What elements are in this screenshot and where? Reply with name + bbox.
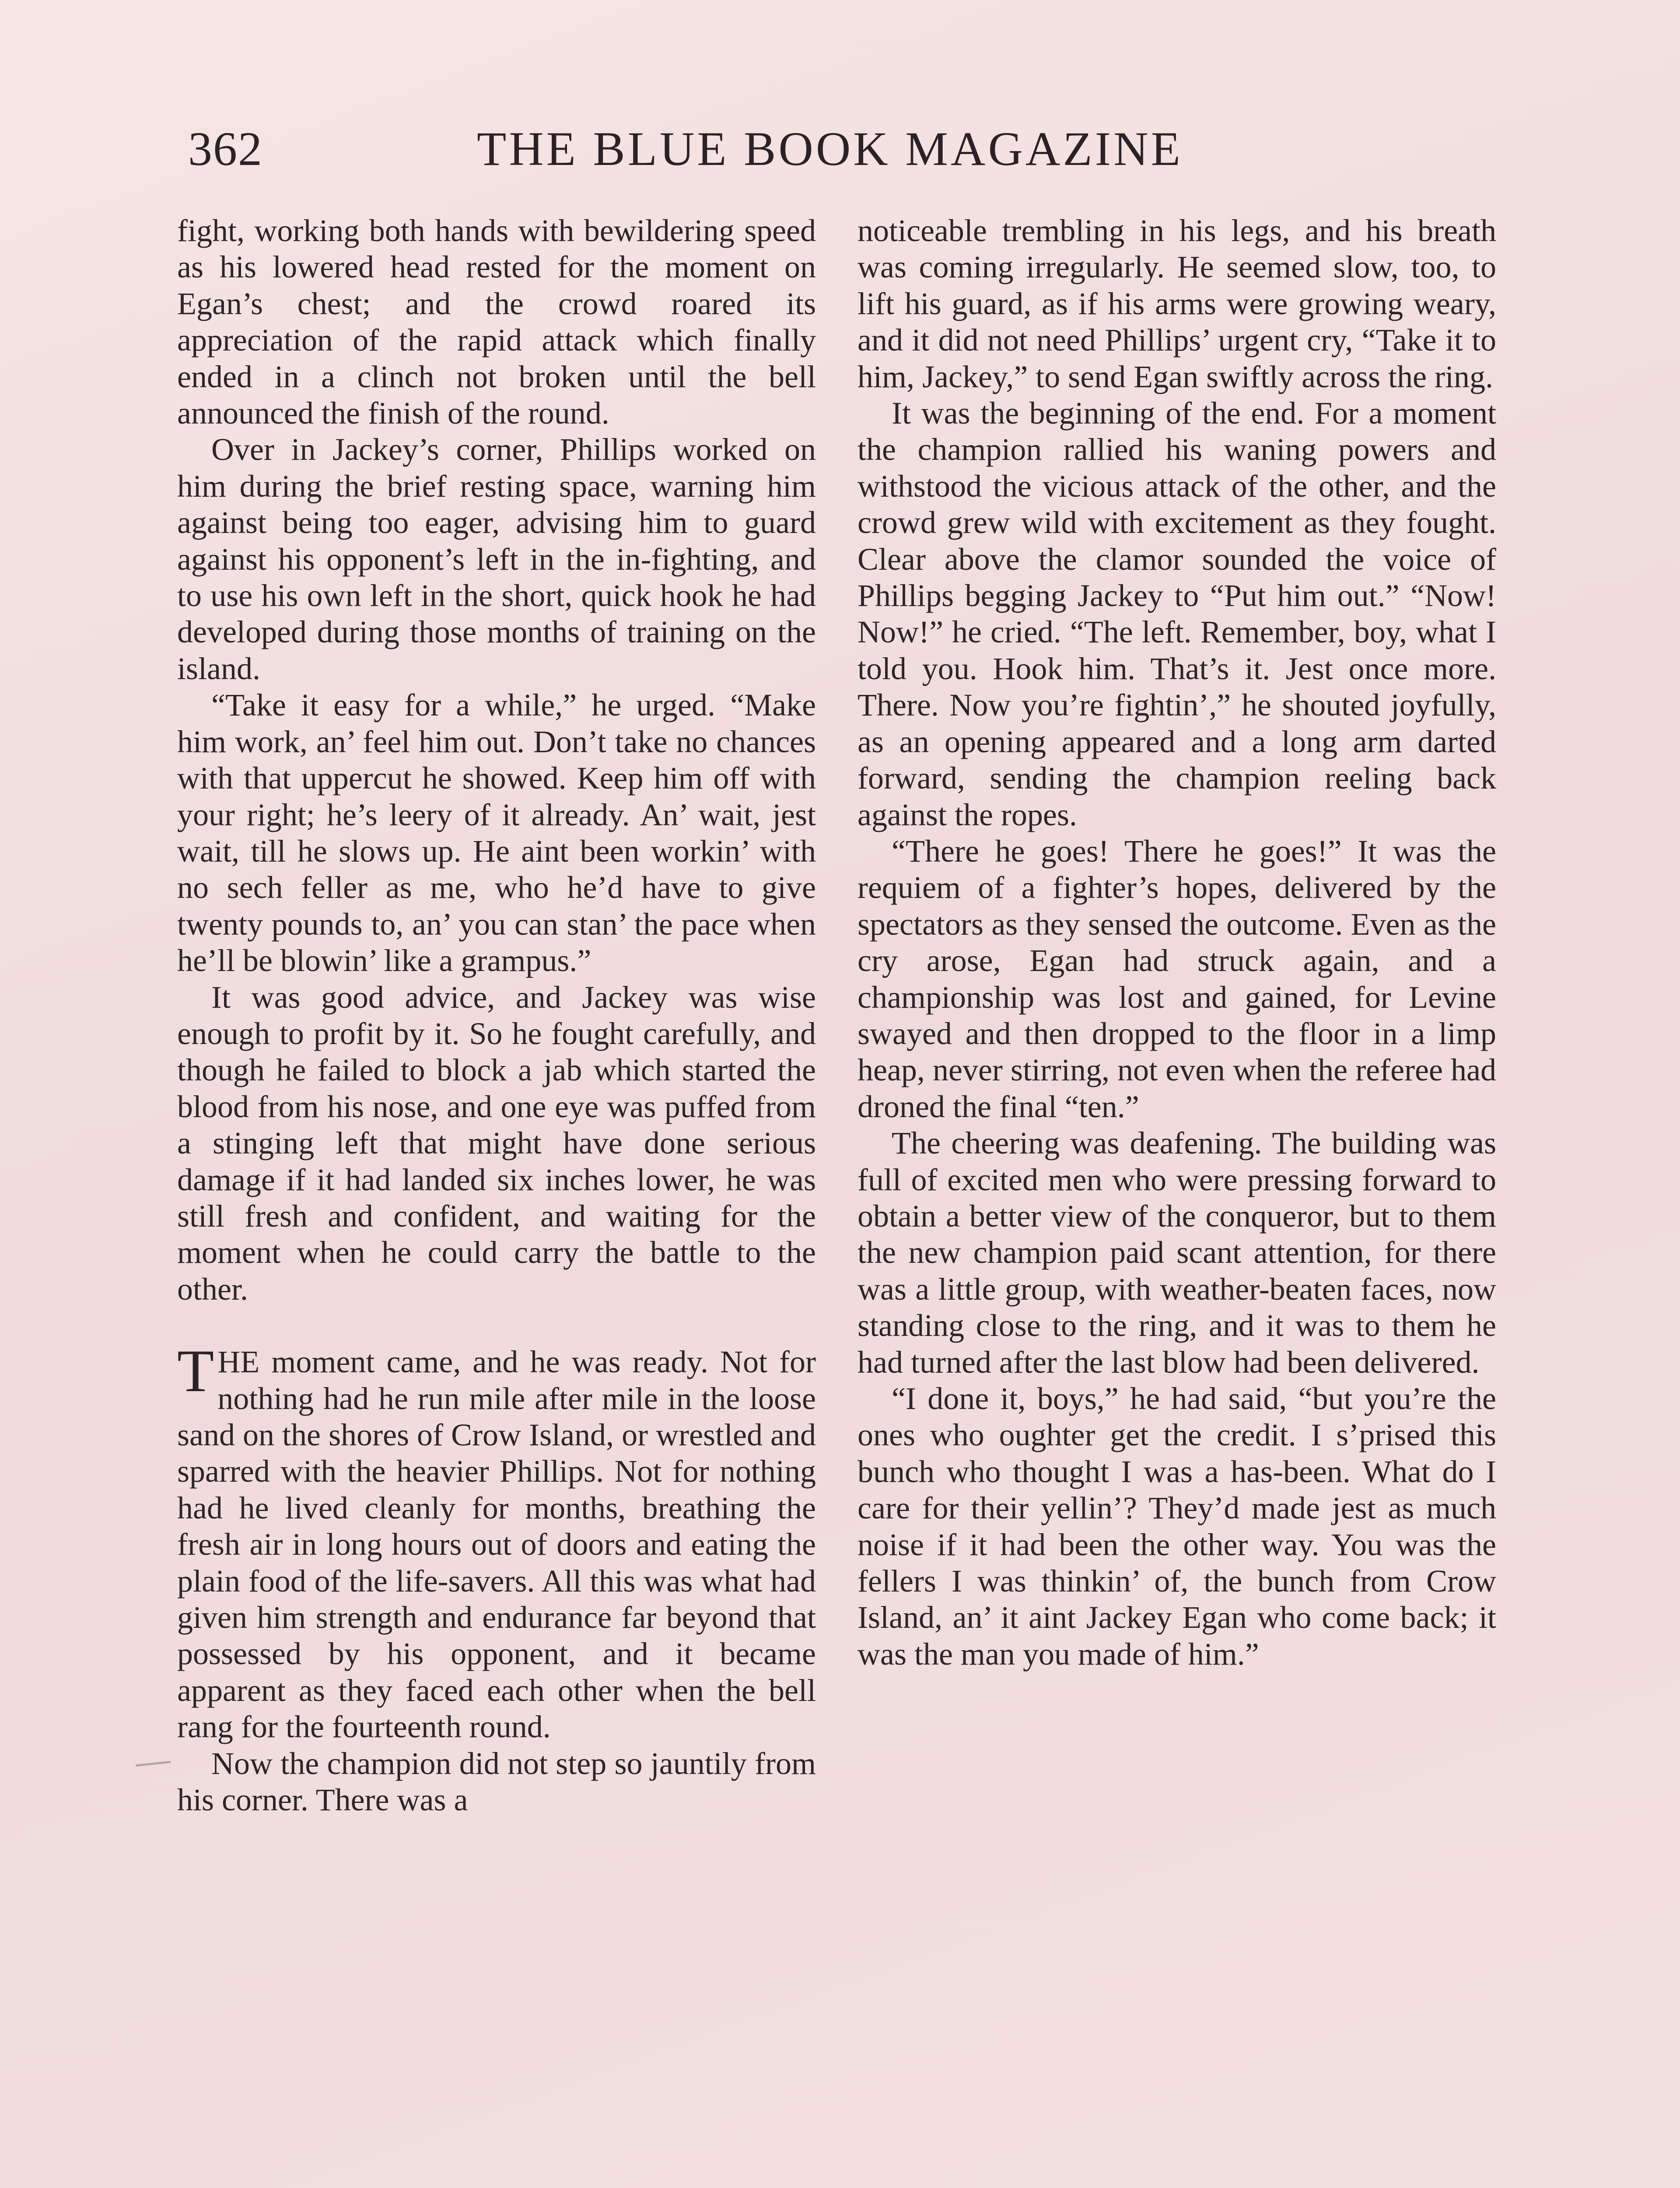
paragraph-phillips-urges: “Take it easy for a while,” he urged. “Make him work, an’ feel him out. Don’t take no chances with that uppercut he showed. Keep him off with your right; he’s leery of it already. An’ wait, jest wait, till he slows up. He aint been workin’ with no sech feller as me, who he’d have to give twenty pounds to, an’ you can stan’ the pace when he’ll be blowin’ like a grampus.” <box>177 687 816 978</box>
running-head <box>188 118 1501 179</box>
paragraph-champion-corner: Now the champion did not step so jauntily from his corner. There was a <box>177 1746 816 1818</box>
magazine-title: THE BLUE BOOK MAGAZINE <box>477 122 1183 175</box>
left-column <box>177 213 816 1818</box>
drop-cap: T <box>177 1337 214 1405</box>
paragraph-there-he-goes: “There he goes! There he goes!” It was the requiem of a fighter’s hopes, delivered by the spectators as they sensed the outcome. Even as the cry arose, Egan had struck again, and a championship was lost and gained, for Levine swayed and then dropped to the floor in a limp heap, never stirring, not even when the referee had droned the final “ten.” <box>858 833 1496 1124</box>
paragraph-moment-came-text: HE moment came, and he was ready. Not for nothing had he run mile after mile in the loose sand on the shores of Crow Island, or wrestled and sparred with the heavier Phillips. Not for nothing had he lived cleanly for months, breathing the fresh air in long hours out of doors and eating the plain food of the life-savers. All this was what had given him strength and endurance far beyond that possessed by his opponent, and it became apparent as they faced each other when the bell rang for the fourteenth round. <box>177 1344 816 1745</box>
paragraph-beginning-of-end: It was the beginning of the end. For a moment the champion rallied his waning powers and withstood the vicious attack of the other, and the crowd grew wild with excitement as they fought. Clear above the clamor sounded the voice of Phillips begging Jackey to “Put him out.” “Now! Now!” he cried. “The left. Remember, boy, what I told you. Hook him. That’s it. Jest once more. There. Now you’re fightin’,” he shouted joyfully, as an opening appeared and a long arm darted forward, sending the champion reeling back against the ropes. <box>858 396 1496 832</box>
paragraph-fight-continued: fight, working both hands with bewildering speed as his lowered head rested for the moment on Egan’s chest; and the crowd roared its appreciation of the rapid attack which finally ended in a clinch not broken until the bell announced the finish of the round. <box>177 213 816 431</box>
right-column <box>858 213 1496 1673</box>
paragraph-trembling: noticeable trembling in his legs, and his breath was coming irregularly. He seemed slow, too, to lift his guard, as if his arms were growing weary, and it did not need Phillips’ urgent cry, “Take it to him, Jackey,” to send Egan swiftly across the ring. <box>858 213 1496 394</box>
paragraph-good-advice: It was good advice, and Jackey was wise enough to profit by it. So he fought carefully, and though he failed to block a jab which started the blood from his nose, and one eye was puffed from a stinging left that might have done serious damage if it had landed six inches lower, he was still fresh and confident, and waiting for the moment when he could carry the battle to the other. <box>177 979 816 1307</box>
paragraph-corner-advice: Over in Jackey’s corner, Phillips worked on him during the brief resting space, warning him against being too eager, advising him to guard against his opponent’s left in the in-fighting, and to use his own left in the short, quick hook he had developed during those months of training on the island. <box>177 432 816 686</box>
paragraph-i-done-it: “I done it, boys,” he had said, “but you’re the ones who oughter get the credit. I s’prised this bunch who thought I was a has-been. What do I care for their yellin’? They’d made jest as much noise if it had been the other way. You was the fellers I was thinkin’ of, the bunch from Crow Island, an’ it aint Jackey Egan who come back; it was the man you made of him.” <box>858 1381 1496 1672</box>
paragraph-cheering: The cheering was deafening. The building was full of excited men who were pressing forward to obtain a better view of the conqueror, but to them the new champion paid scant attention, for there was a little group, with weather-beaten faces, now standing close to the ring, and it was to them he had turned after the last blow had been delivered. <box>858 1126 1496 1380</box>
stray-pencil-mark <box>136 1761 171 1767</box>
paragraph-moment-came <box>177 1337 816 1745</box>
page-number: 362 <box>188 122 263 175</box>
